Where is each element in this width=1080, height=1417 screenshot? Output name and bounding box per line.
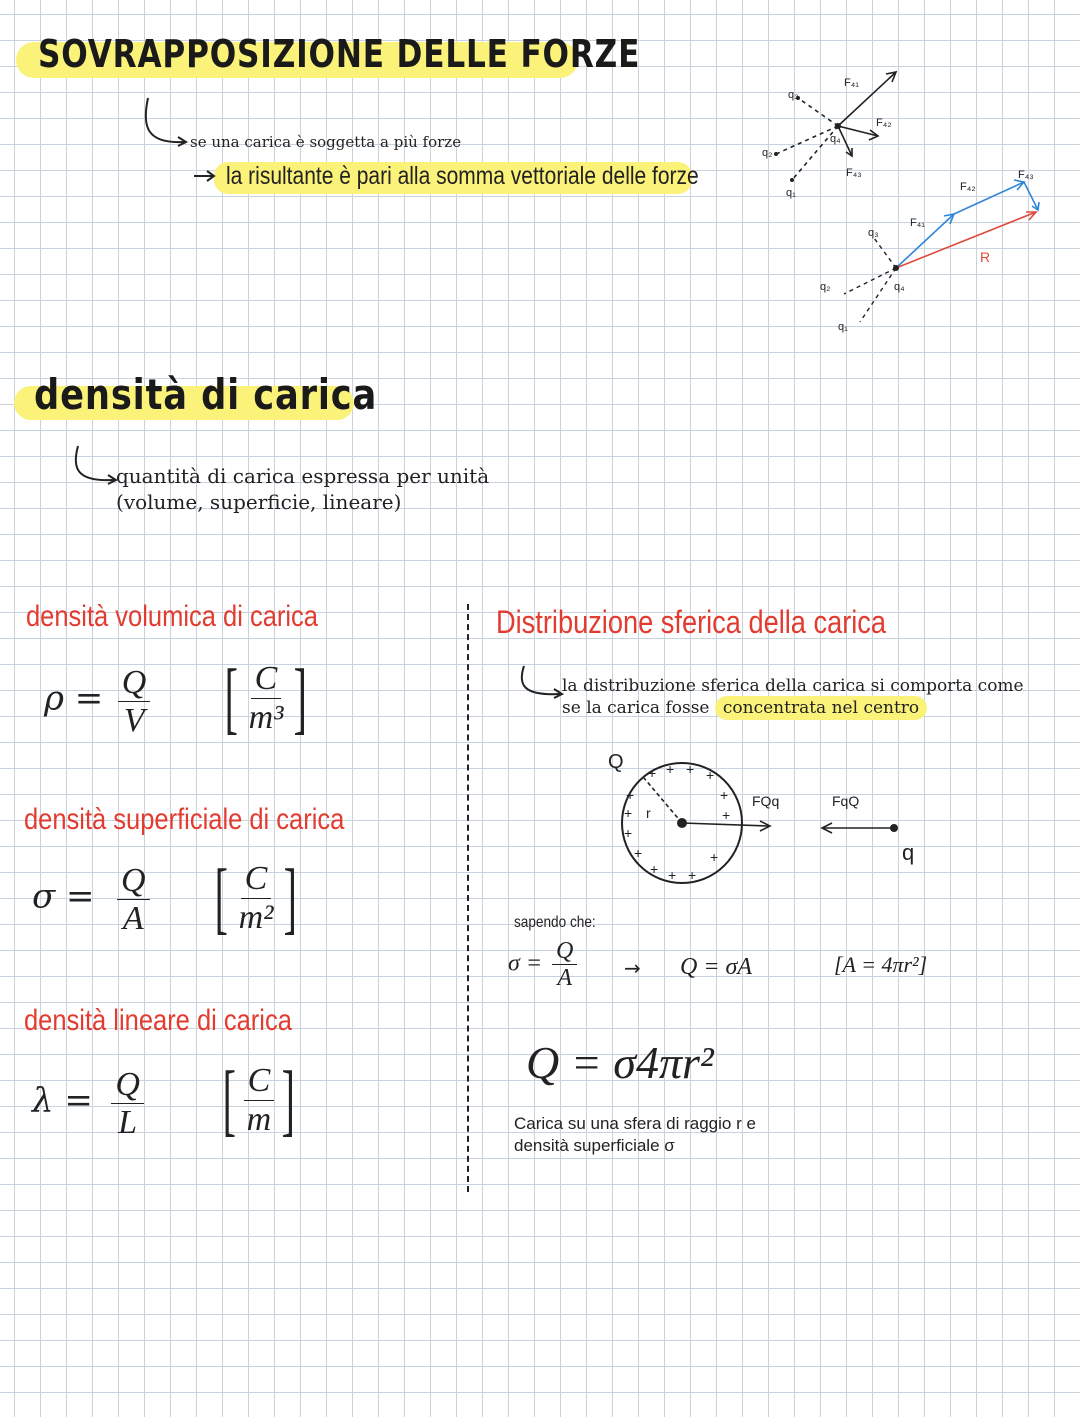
svg-text:+: +: [710, 849, 719, 865]
formula-denominator: L: [118, 1104, 138, 1142]
superficiale-formula: [32, 862, 150, 938]
note-highlight-text: concentrata nel centro: [715, 696, 927, 720]
svg-text:q₂: q₂: [762, 147, 773, 159]
formula-numerator: Q: [111, 1066, 144, 1104]
superficiale-title: densità superficiale di carica: [24, 803, 345, 836]
sigma-lhs: σ =: [508, 950, 543, 977]
charge-equation: Q = σA: [680, 954, 753, 980]
unit-numerator: C: [241, 860, 272, 898]
svg-text:q₄: q₄: [894, 281, 905, 293]
svg-text:q₃: q₃: [868, 227, 879, 239]
svg-text:F₄₃: F₄₃: [846, 167, 862, 179]
svg-text:F₄₁: F₄₁: [844, 77, 859, 89]
svg-text:+: +: [634, 845, 643, 861]
volumica-formula: [44, 664, 150, 740]
svg-text:+: +: [624, 805, 633, 821]
svg-text:+: +: [706, 767, 715, 783]
point-charge-label: q: [902, 840, 915, 865]
svg-text:+: +: [686, 761, 695, 777]
charged-sphere-diagram: [594, 748, 924, 898]
svg-text:+: +: [688, 867, 697, 883]
lambda-symbol: λ =: [32, 1080, 93, 1121]
svg-text:q₁: q₁: [786, 187, 796, 199]
svg-text:+: +: [648, 765, 657, 781]
unit-numerator: C: [244, 1062, 275, 1100]
implies-arrow: →: [624, 956, 641, 980]
svg-text:+: +: [626, 787, 635, 803]
svg-text:+: +: [722, 807, 731, 823]
rho-symbol: ρ =: [44, 678, 104, 719]
volumica-unit: [ $\frac{C}{\text{m³}}$ ]: [224, 654, 308, 742]
sigma-equation: [508, 938, 577, 992]
force-qQ-label: FqQ: [832, 793, 860, 809]
hook-arrow-icon: [70, 444, 120, 490]
caption-line1: Carica su una sfera di raggio r e: [514, 1114, 756, 1133]
arrow-right-icon: [192, 168, 218, 184]
svg-text:+: +: [624, 825, 633, 841]
unit-denominator: m²: [238, 898, 274, 936]
sferica-title: Distribuzione sferica della carica: [496, 604, 887, 640]
unit-denominator: m³: [248, 698, 284, 736]
svg-text:F₄₁: F₄₁: [910, 217, 925, 229]
svg-text:+: +: [650, 861, 659, 877]
section-title-sovrapposizione: SOVRAPPOSIZIONE DELLE FORZE: [38, 32, 641, 76]
svg-text:F₄₂: F₄₂: [876, 117, 892, 129]
volumica-title: densità volumica di carica: [26, 600, 318, 633]
unit-numerator: C: [251, 660, 282, 698]
note-line-forces: se una carica è soggetta a più forze: [190, 133, 462, 151]
big-equation: Q = σ4πr²: [526, 1037, 714, 1088]
svg-text:q₂: q₂: [820, 281, 831, 293]
svg-text:F₄₂: F₄₂: [960, 181, 976, 193]
area-note: [A = 4πr²]: [834, 952, 928, 977]
superficiale-unit: [ $\frac{C}{\text{m²}}$ ]: [214, 854, 298, 942]
formula-denominator: A: [122, 900, 144, 938]
sferica-note-line2: [562, 698, 927, 718]
note-line-resultant: la risultante è pari alla somma vettoriale delle forze: [226, 162, 699, 190]
hook-arrow-icon: [140, 96, 190, 152]
sigma-symbol: σ =: [32, 876, 95, 917]
svg-text:+: +: [668, 867, 677, 883]
column-divider: [467, 604, 469, 1192]
force-Qq-label: FQq: [752, 793, 780, 809]
formula-numerator: Q: [552, 938, 577, 965]
formula-numerator: Q: [117, 862, 150, 900]
note-text: se la carica fosse: [562, 698, 715, 718]
formula-denominator: A: [557, 965, 573, 992]
svg-text:q₁: q₁: [838, 321, 848, 333]
density-definition-line1: quantità di carica espressa per unità: [116, 464, 490, 488]
radius-label: r: [646, 805, 651, 821]
sapendo-label: sapendo che:: [514, 914, 596, 931]
svg-text:+: +: [720, 787, 729, 803]
svg-text:q₄: q₄: [830, 133, 841, 145]
section-title-densita: densità di carica: [34, 370, 378, 419]
svg-text:q₃: q₃: [788, 89, 799, 101]
formula-numerator: Q: [118, 664, 151, 702]
formula-denominator: V: [123, 702, 145, 740]
svg-text:+: +: [666, 761, 675, 777]
svg-text:F₄₃: F₄₃: [1018, 169, 1034, 181]
svg-text:R: R: [980, 249, 991, 265]
caption-line2: densità superficiale σ: [514, 1136, 675, 1155]
vector-sum-diagram: [810, 160, 1050, 340]
density-definition-line2: (volume, superficie, lineare): [116, 490, 402, 514]
sferica-note-line1: la distribuzione sferica della carica si comporta come: [562, 676, 1024, 696]
sphere-charge-label: Q: [608, 751, 624, 773]
lineare-title: densità lineare di carica: [24, 1004, 292, 1037]
hook-arrow-icon: [516, 664, 566, 704]
unit-denominator: m: [246, 1100, 272, 1138]
lineare-formula: [32, 1066, 144, 1142]
lineare-unit: [ $\frac{C}{m}$ ]: [222, 1056, 296, 1144]
